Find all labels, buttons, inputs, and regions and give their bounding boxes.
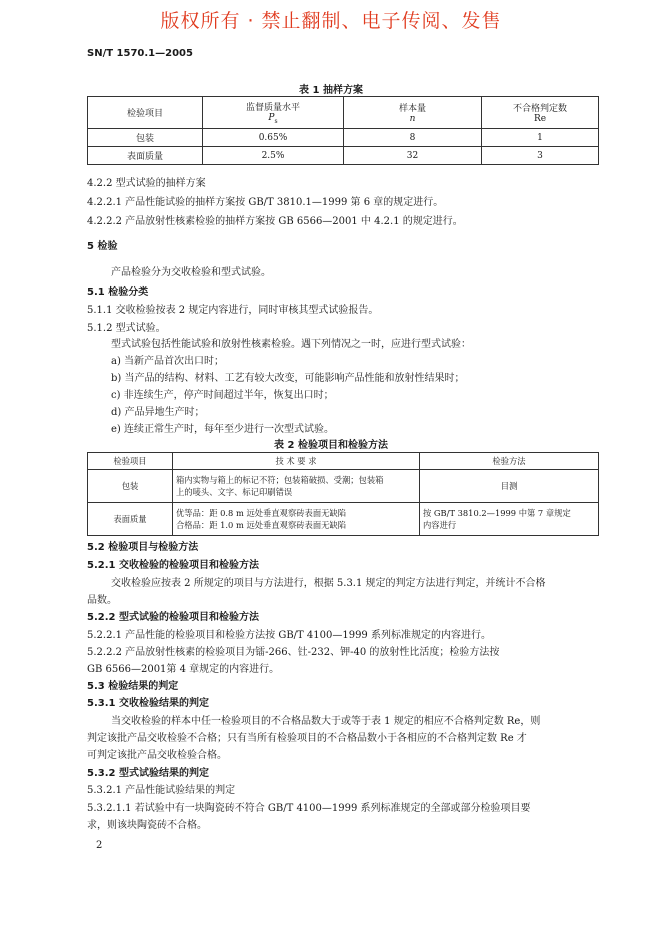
section-heading: 5.2 检验项目与检验方法 bbox=[87, 542, 199, 553]
text-line: 型式试验包括性能试验和放射性核素检验。遇下列情况之一时，应进行型式试验： bbox=[111, 339, 471, 350]
section-heading: 5.3.2 型式试验结果的判定 bbox=[87, 768, 209, 779]
watermark: 版权所有 · 禁止翻制、电子传阅、发售 bbox=[160, 10, 502, 32]
table-row bbox=[88, 503, 599, 536]
t2-cell: 包装 bbox=[88, 470, 173, 503]
t2-cell: 优等品：距 0.8 m 远处垂直观察砖表面无缺陷 合格品：距 1.0 m 远处垂直观察砖表面无缺陷 bbox=[173, 503, 420, 536]
text-line: 5.1.2 型式试验。 bbox=[87, 323, 166, 334]
section-heading: 5.1 检验分类 bbox=[87, 287, 149, 298]
t1-h-n: 样本量 n bbox=[344, 97, 482, 129]
section-heading: 5 检验 bbox=[87, 241, 118, 252]
section-heading: 5.2.2 型式试验的检验项目和检验方法 bbox=[87, 612, 259, 623]
text-line: 产品检验分为交收检验和型式试验。 bbox=[111, 267, 271, 278]
t2-cell: 箱内实物与箱上的标记不符；包装箱破损、受潮；包装箱 上的唛头、文字、标记印刷错误 bbox=[173, 470, 420, 503]
list-item: b) 当产品的结构、材料、工艺有较大改变，可能影响产品性能和放射性结果时； bbox=[111, 373, 465, 384]
text-line: 当交收检验的样本中任一检验项目的不合格品数大于或等于表 1 规定的相应不合格判定数 Re，则 bbox=[111, 716, 541, 727]
list-item: a) 当新产品首次出口时； bbox=[111, 356, 225, 367]
text-line: 4.2.2.2 产品放射性核素检验的抽样方案按 GB 6566—2001 中 4.2.1 的规定进行。 bbox=[87, 216, 463, 227]
text-line: 判定该批产品交收检验不合格；只有当所有检验项目的不合格品数小于各相应的不合格判定数 Re 才 bbox=[87, 733, 527, 744]
list-item: e) 连续正常生产时，每年至少进行一次型式试验。 bbox=[111, 424, 334, 435]
table2 bbox=[87, 452, 599, 536]
t2-cell: 目测 bbox=[420, 470, 599, 503]
text-line: 5.2.2.2 产品放射性核素的检验项目为镭-266、钍-232、钾-40 的放射性比活度；检验方法按 bbox=[87, 647, 500, 658]
section-heading: 5.3 检验结果的判定 bbox=[87, 681, 179, 692]
t1-cell: 3 bbox=[482, 147, 599, 165]
text-line: 5.1.1 交收检验按表 2 规定内容进行，同时审核其型式试验报告。 bbox=[87, 305, 379, 316]
t2-cell: 表面质量 bbox=[88, 503, 173, 536]
t2-h-method: 检验方法 bbox=[420, 453, 599, 470]
table1 bbox=[87, 96, 599, 165]
text-line: 可判定该批产品交收检验合格。 bbox=[87, 750, 227, 761]
text-line: GB 6566—2001第 4 章规定的内容进行。 bbox=[87, 664, 280, 675]
t1-h-item: 检验项目 bbox=[88, 97, 203, 129]
table-row bbox=[88, 470, 599, 503]
text-line: 4.2.2 型式试验的抽样方案 bbox=[87, 178, 206, 189]
table-row bbox=[88, 129, 599, 147]
text-line: 求，则该块陶瓷砖不合格。 bbox=[87, 820, 207, 831]
t2-h-req: 技 术 要 求 bbox=[173, 453, 420, 470]
t1-cell: 2.5% bbox=[203, 147, 344, 165]
t1-cell: 32 bbox=[344, 147, 482, 165]
text-line: 5.2.2.1 产品性能的检验项目和检验方法按 GB/T 4100—1999 系列标准规定的内容进行。 bbox=[87, 630, 491, 641]
t1-h-re: 不合格判定数 Re bbox=[482, 97, 599, 129]
t1-cell: 包装 bbox=[88, 129, 203, 147]
text-line: 4.2.2.1 产品性能试验的抽样方案按 GB/T 3810.1—1999 第 6 章的规定进行。 bbox=[87, 197, 444, 208]
text-line: 交收检验应按表 2 所规定的项目与方法进行，根据 5.3.1 规定的判定方法进行判定，并统计不合格 bbox=[111, 578, 546, 589]
t2-cell: 按 GB/T 3810.2—1999 中第 7 章规定 内容进行 bbox=[420, 503, 599, 536]
list-item: d) 产品异地生产时； bbox=[111, 407, 205, 418]
table1-caption: 表 1 抽样方案 bbox=[299, 85, 363, 96]
section-heading: 5.3.1 交收检验结果的判定 bbox=[87, 698, 209, 709]
text-line: 5.3.2.1 产品性能试验结果的判定 bbox=[87, 785, 236, 796]
list-item: c) 非连续生产，停产时间超过半年，恢复出口时； bbox=[111, 390, 334, 401]
standard-id: SN/T 1570.1—2005 bbox=[87, 48, 193, 59]
text-line: 5.3.2.1.1 若试验中有一块陶瓷砖不符合 GB/T 4100—1999 系列标准规定的全部或部分检验项目要 bbox=[87, 803, 531, 814]
t2-h-item: 检验项目 bbox=[88, 453, 173, 470]
t1-cell: 8 bbox=[344, 129, 482, 147]
t1-cell: 表面质量 bbox=[88, 147, 203, 165]
t1-cell: 1 bbox=[482, 129, 599, 147]
section-heading: 5.2.1 交收检验的检验项目和检验方法 bbox=[87, 560, 259, 571]
t1-h-aql: 监督质量水平 $P_s$ bbox=[203, 97, 344, 129]
table-row bbox=[88, 147, 599, 165]
page-number: 2 bbox=[96, 840, 103, 851]
text-line: 品数。 bbox=[87, 595, 117, 606]
table2-caption: 表 2 检验项目和检验方法 bbox=[274, 440, 388, 451]
t1-cell: 0.65% bbox=[203, 129, 344, 147]
